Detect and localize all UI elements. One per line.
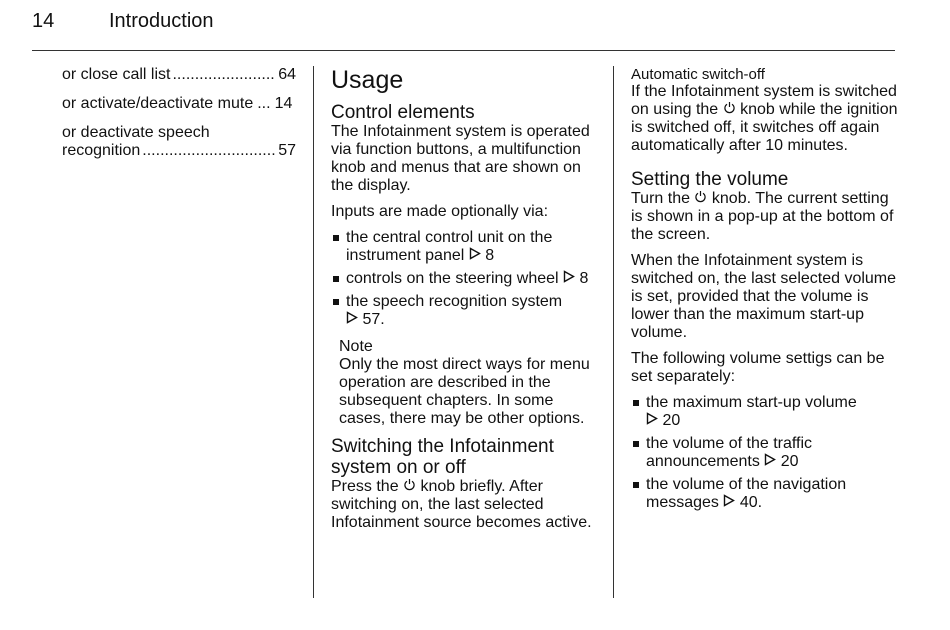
page-reference-arrow-icon (346, 311, 358, 329)
page-header (32, 9, 894, 51)
page-reference-arrow-icon (469, 247, 481, 265)
usage-column (331, 66, 597, 540)
note-box (331, 338, 597, 428)
index-entry-call-list[interactable] (62, 66, 296, 84)
page-reference[interactable]: 8 (485, 247, 495, 264)
index-entry-mute[interactable] (62, 95, 296, 113)
list-item (331, 229, 597, 265)
index-entry-text-line1: or deactivate speech (62, 124, 210, 141)
dot-leader (172, 66, 275, 84)
note-text: Only the most direct ways for menu operation are described in the subsequent chapters. In some cases, there may be other options. (339, 356, 590, 427)
control-elements-text: The Infotainment system is operated via function buttons, a multifunction knob and menus that are shown on the display. (331, 123, 590, 194)
list-item-text: controls on the steering wheel (346, 270, 559, 287)
index-column (62, 66, 296, 171)
control-elements-heading: Control elements (331, 102, 475, 123)
volume-settings-intro: The following volume settigs can be set separately: (631, 350, 885, 385)
switching-text-post: knob briefly. After switching on, the last selected Infotainment source becomes active. (331, 478, 592, 531)
list-item (331, 270, 597, 288)
power-knob-icon (694, 190, 707, 208)
index-entry-page: 57 (278, 142, 296, 159)
volume-startup-text: When the Infotainment system is switched on, the last selected volume is set, provided that the volume is lower than the maximum start-up volume. (631, 252, 897, 341)
dot-leader (142, 142, 275, 160)
list-item-text: the volume of the navigation messages (646, 476, 847, 511)
volume-column (631, 66, 899, 520)
column-divider (613, 66, 614, 598)
inputs-list (331, 229, 597, 329)
volume-text-pre: Turn the (631, 190, 690, 207)
page-reference[interactable]: 57. (362, 311, 385, 328)
page-reference[interactable]: 20 (662, 412, 681, 429)
index-entry-text: recognition (62, 142, 141, 159)
list-item-text: the speech recognition system (346, 293, 563, 310)
page-reference[interactable]: 40. (739, 494, 763, 511)
page-reference-arrow-icon (764, 453, 776, 471)
page-reference-arrow-icon (563, 270, 575, 288)
volume-settings-list (631, 394, 899, 512)
section-title: Usage (331, 66, 404, 94)
auto-off-text-post: knob while the ignition is switched off, it switches off again automatically after 10 minutes. (631, 101, 898, 154)
list-item (331, 293, 597, 329)
header-divider (32, 50, 895, 51)
page-number: 14 (32, 10, 55, 32)
note-title: Note (339, 338, 373, 355)
list-item (631, 476, 899, 512)
volume-text-post: knob. The current setting is shown in a pop-up at the bottom of the screen. (631, 190, 894, 243)
inputs-intro: Inputs are made optionally via: (331, 203, 549, 220)
list-item (631, 394, 899, 430)
page-reference[interactable]: 8 (579, 270, 589, 287)
index-entry-page: 64 (278, 66, 296, 83)
list-item-text: the maximum start-up volume (646, 394, 857, 411)
index-entry-speech-recognition[interactable] (62, 124, 296, 160)
power-knob-icon (403, 478, 416, 496)
automatic-switch-off-heading: Automatic switch-off (631, 66, 765, 83)
page-reference[interactable]: 20 (780, 453, 799, 470)
switching-text (331, 478, 597, 532)
page-reference-arrow-icon (723, 494, 735, 512)
list-item-text: the central control unit on the instrument panel (346, 229, 553, 264)
list-item-text: the volume of the traffic announcements (646, 435, 813, 470)
switching-text-pre: Press the (331, 478, 399, 495)
page-reference-arrow-icon (646, 412, 658, 430)
chapter-title: Introduction (109, 10, 214, 32)
automatic-switch-off-text (631, 83, 899, 155)
setting-volume-text (631, 190, 899, 244)
list-item (631, 435, 899, 471)
setting-volume-heading: Setting the volume (631, 169, 789, 190)
index-entry-text: or close call list (62, 66, 171, 83)
auto-off-text-pre: If the Infotainment system is switched on using the (631, 83, 897, 118)
switching-heading: Switching the Infotainment system on or off (331, 436, 554, 478)
index-entry-ellipsis: ... (257, 95, 271, 112)
power-knob-icon (723, 101, 736, 119)
index-entry-page: 14 (274, 95, 293, 112)
index-entry-text: or activate/deactivate mute (62, 95, 254, 112)
column-divider (313, 66, 314, 598)
